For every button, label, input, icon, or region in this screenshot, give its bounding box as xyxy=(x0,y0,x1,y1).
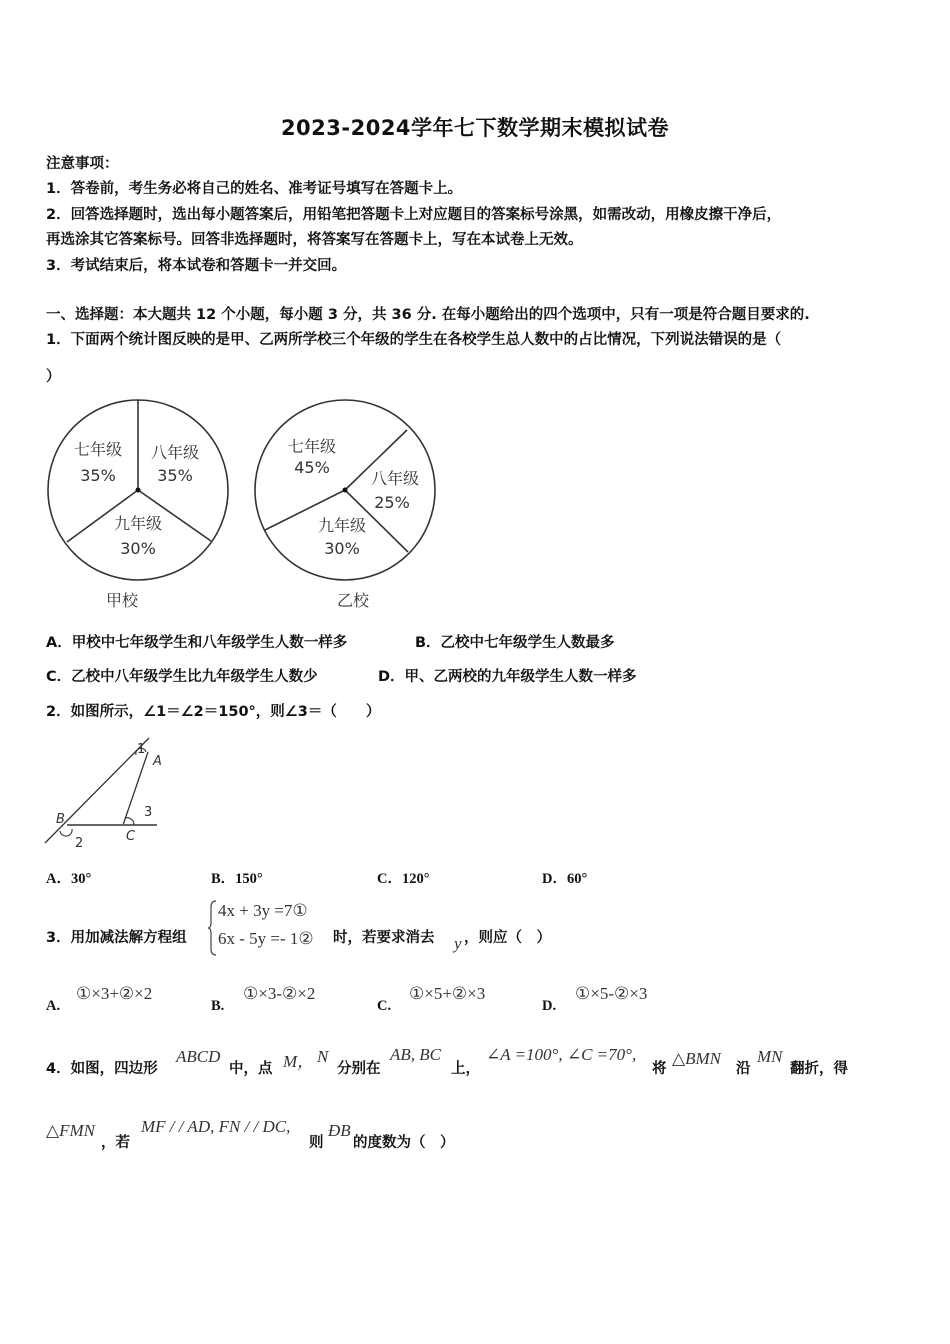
q4-math: N xyxy=(317,1047,329,1066)
q4-text: 中，点 xyxy=(229,1061,273,1077)
q2-option-a: A．30° xyxy=(46,871,92,887)
q4-math: MN xyxy=(757,1047,783,1066)
note-item: 再选涂其它答案标号。回答非选择题时，将答案写在答题卡上，写在本试卷上无效。 xyxy=(46,232,583,248)
note-item: 3．考试结束后，将本试卷和答题卡一并交回。 xyxy=(46,258,347,274)
q2-option-c: C．120° xyxy=(377,871,430,887)
q4-math: ∠A =100°, ∠C =70°, xyxy=(486,1045,637,1064)
vertex-c-label: C xyxy=(126,829,136,844)
q4-text: 翻折，得 xyxy=(790,1061,848,1077)
pie-yi-value-9: 30% xyxy=(324,539,360,558)
notes-heading: 注意事项： xyxy=(46,156,119,172)
q3-prefix: 3．用加减法解方程组 xyxy=(46,930,187,946)
q1-stem: 1．下面两个统计图反映的是甲、乙两所学校三个年级的学生在各校学生总人数中的占比情况，下列说法错误的是（ xyxy=(46,332,782,348)
q4-text: 则 xyxy=(309,1135,324,1151)
q3-option-a-label: A. xyxy=(46,998,61,1014)
q2-triangle-figure xyxy=(40,732,190,850)
pie-jia-label-7: 七年级 xyxy=(73,440,123,459)
pie-jia-label-8: 八年级 xyxy=(150,443,200,462)
q4-math: △FMN xyxy=(46,1121,95,1140)
q4-math: △BMN xyxy=(672,1049,721,1068)
pie-chart-yi xyxy=(255,400,435,610)
q1-stem-close: ） xyxy=(46,369,61,385)
q4-math: ÐB xyxy=(328,1121,351,1140)
pie-jia-value-8: 35% xyxy=(157,466,193,485)
q3-option-a: ①×3+②×2 xyxy=(76,984,153,1003)
note-item: 2．回答选择题时，选出每小题答案后，用铅笔把答题卡上对应题目的答案标号涂黑，如需改动，用橡皮擦干净后， xyxy=(46,207,782,223)
q2-option-d: D．60° xyxy=(542,871,588,887)
q4-text: 上， xyxy=(451,1061,480,1077)
pie-yi-label-8: 八年级 xyxy=(370,469,420,488)
q4-math: AB, BC xyxy=(390,1045,441,1064)
vertex-a-label: A xyxy=(153,754,162,769)
q3-option-b: ①×3-②×2 xyxy=(243,984,316,1003)
q4-text: 分别在 xyxy=(337,1061,381,1077)
q3-middle: 时，若要求消去 xyxy=(333,930,435,946)
q3-option-b-label: B. xyxy=(211,998,225,1014)
q3-option-d: ①×5-②×3 xyxy=(575,984,648,1003)
pie-jia-value-7: 35% xyxy=(80,466,116,485)
q4-text: 4．如图，四边形 xyxy=(46,1061,158,1077)
q3-suffix: ，则应（ ） xyxy=(464,930,551,946)
pie-jia-label-9: 九年级 xyxy=(113,514,163,533)
q3-equation-1: 4x + 3y =7① xyxy=(218,901,308,920)
angle-3-label: 3 xyxy=(144,805,153,820)
q1-option-a: A．甲校中七年级学生和八年级学生人数一样多 xyxy=(46,635,348,651)
angle-1-label: 1 xyxy=(137,742,146,757)
page-title: 2023-2024学年七下数学期末模拟试卷 xyxy=(280,116,670,140)
q1-option-d: D．甲、乙两校的九年级学生人数一样多 xyxy=(378,669,637,685)
section-heading: 一、选择题：本大题共 12 个小题，每小题 3 分，共 36 分. 在每小题给出的四个选项中，只有一项是符合题目要求的. xyxy=(46,307,810,323)
q3-option-d-label: D. xyxy=(542,998,557,1014)
pie-yi-label-7: 七年级 xyxy=(287,437,337,456)
pie-jia-title: 甲校 xyxy=(105,591,139,610)
note-item: 1．答卷前，考生务必将自己的姓名、准考证号填写在答题卡上。 xyxy=(46,181,463,197)
q3-variable: y xyxy=(454,934,462,953)
q4-math: M， xyxy=(283,1052,315,1071)
brace-icon xyxy=(207,899,217,957)
q4-math: ABCD xyxy=(176,1047,221,1066)
pie-yi-value-8: 25% xyxy=(374,493,410,512)
pie-charts-figure xyxy=(40,392,450,620)
pie-yi-label-9: 九年级 xyxy=(317,516,367,535)
pie-jia-value-9: 30% xyxy=(120,539,156,558)
q1-option-c: C．乙校中八年级学生比九年级学生人数少 xyxy=(46,669,318,685)
q4-text: 将 xyxy=(652,1061,667,1077)
q4-math: MF / / AD, FN / / DC, xyxy=(141,1117,291,1136)
q3-option-c: ①×5+②×3 xyxy=(409,984,486,1003)
q3-option-c-label: C. xyxy=(377,998,392,1014)
q4-text: 的度数为（ ） xyxy=(353,1135,455,1151)
q1-option-b: B．乙校中七年级学生人数最多 xyxy=(415,635,615,651)
q3-equation-2: 6x - 5y =- 1② xyxy=(218,929,314,948)
q2-option-b: B．150° xyxy=(211,871,263,887)
q4-text: ，若 xyxy=(101,1135,130,1151)
angle-2-label: 2 xyxy=(75,836,84,850)
vertex-b-label: B xyxy=(56,812,65,827)
q2-stem: 2．如图所示，∠1＝∠2＝150°，则∠3＝（ ） xyxy=(46,704,381,720)
pie-chart-jia xyxy=(48,400,228,610)
q4-text: 沿 xyxy=(736,1061,751,1077)
pie-yi-title: 乙校 xyxy=(336,591,370,610)
pie-yi-value-7: 45% xyxy=(294,458,330,477)
